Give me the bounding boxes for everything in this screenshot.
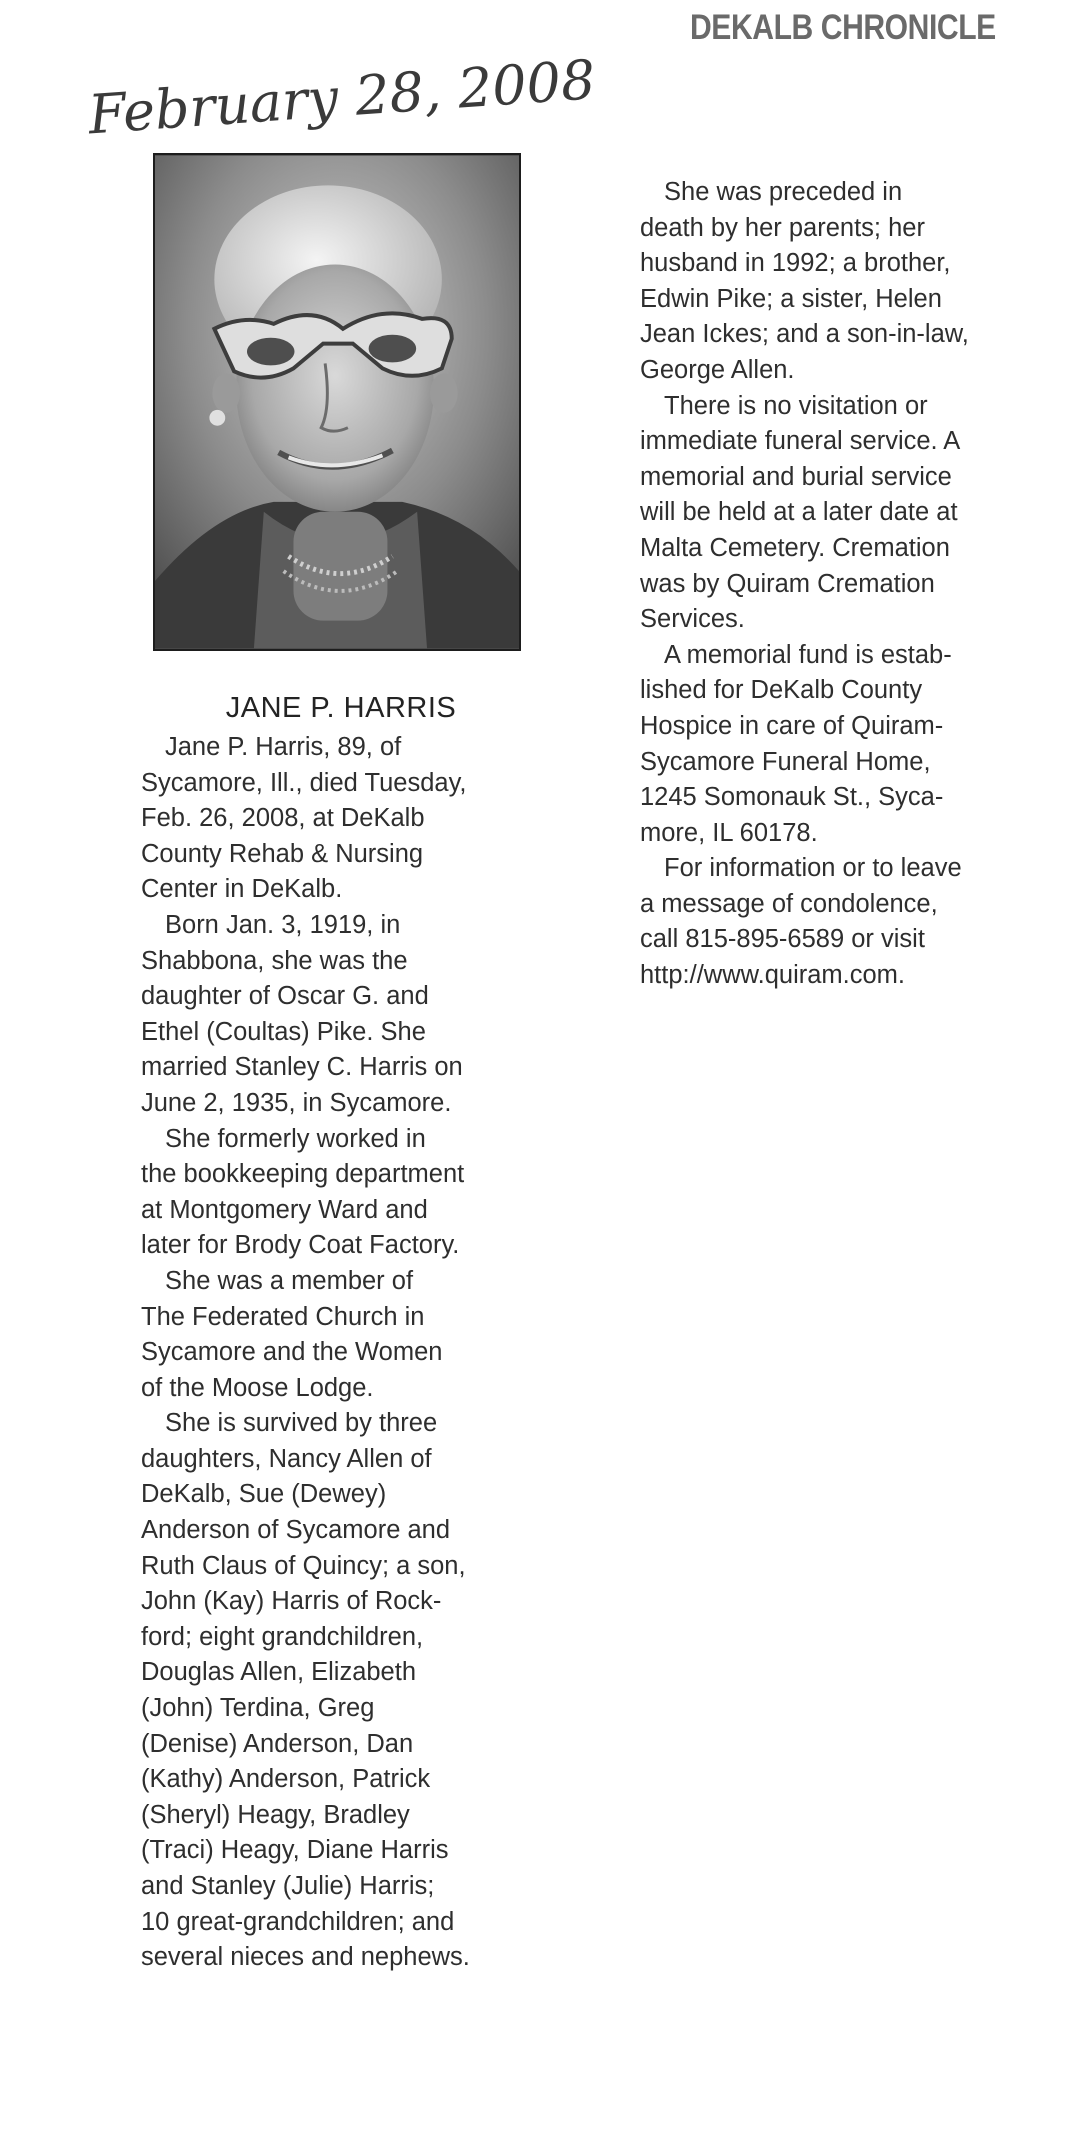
text-line: married Stanley C. Harris on xyxy=(141,1053,463,1082)
text-line: later for Brody Coat Factory. xyxy=(141,1231,460,1260)
obituary-headline: JANE P. HARRIS xyxy=(225,692,457,724)
text-line: the bookkeeping department xyxy=(141,1160,465,1189)
text-line: Ethel (Coultas) Pike. She xyxy=(141,1017,426,1046)
obituary-paragraph xyxy=(141,1122,521,1264)
text-line: For information or to leave xyxy=(664,854,962,883)
portrait-photo xyxy=(153,153,521,651)
text-line: (Kathy) Anderson, Patrick xyxy=(141,1765,431,1794)
text-line: Anderson of Sycamore and xyxy=(141,1516,451,1545)
text-line: 1245 Somonauk St., Syca- xyxy=(640,783,944,812)
right-paragraphs xyxy=(640,175,1020,994)
newspaper-masthead: DEKALB CHRONICLE xyxy=(690,8,996,47)
obituary-paragraph xyxy=(640,175,1020,389)
obituary-paragraph xyxy=(141,1264,521,1406)
text-line: immediate funeral service. A xyxy=(640,427,961,456)
obituary-paragraph xyxy=(141,730,521,908)
text-line: (John) Terdina, Greg xyxy=(141,1694,375,1723)
obituary-right-column xyxy=(640,175,1020,994)
text-line: Services. xyxy=(640,605,745,634)
text-line: was by Quiram Cremation xyxy=(640,569,935,598)
text-line: Born Jan. 3, 1919, in xyxy=(165,910,401,939)
text-line: call 815-895-6589 or visit xyxy=(640,925,925,954)
text-line: Feb. 26, 2008, at DeKalb xyxy=(141,804,425,833)
text-line: (Sheryl) Heagy, Bradley xyxy=(141,1800,410,1829)
obituary-paragraph xyxy=(640,389,1020,638)
text-line: Center in DeKalb. xyxy=(141,875,343,904)
text-line: http://www.quiram.com. xyxy=(640,961,905,990)
text-line: A memorial fund is estab- xyxy=(664,640,952,669)
left-paragraphs xyxy=(141,730,521,1976)
text-line: will be held at a later date at xyxy=(640,498,958,527)
text-line: death by her parents; her xyxy=(640,213,925,242)
text-line: She was a member of xyxy=(165,1266,414,1295)
text-line: Jane P. Harris, 89, of xyxy=(165,733,402,761)
text-line: Hospice in care of Quiram- xyxy=(640,711,944,740)
text-line: DeKalb, Sue (Dewey) xyxy=(141,1480,387,1509)
text-line: at Montgomery Ward and xyxy=(141,1195,428,1224)
obituary-paragraph xyxy=(640,638,1020,852)
obituary-left-column xyxy=(141,688,521,1976)
text-line: 10 great-grandchildren; and xyxy=(141,1907,455,1936)
text-line: (Traci) Heagy, Diane Harris xyxy=(141,1836,449,1865)
text-line: She was preceded in xyxy=(664,178,903,206)
text-line: Jean Ickes; and a son-in-law, xyxy=(640,320,969,349)
text-line: Ruth Claus of Quincy; a son, xyxy=(141,1551,466,1580)
text-line: lished for DeKalb County xyxy=(640,676,923,705)
text-line: June 2, 1935, in Sycamore. xyxy=(141,1088,452,1117)
text-line: Shabbona, she was the xyxy=(141,946,408,975)
text-line: She is survived by three xyxy=(165,1409,438,1438)
obituary-paragraph xyxy=(640,851,1020,993)
text-line: more, IL 60178. xyxy=(640,818,818,847)
text-line: Edwin Pike; a sister, Helen xyxy=(640,284,942,313)
text-line: daughter of Oscar G. and xyxy=(141,982,429,1011)
portrait-photo-icon xyxy=(155,155,519,649)
text-line: Sycamore Funeral Home, xyxy=(640,747,931,776)
obituary-paragraph xyxy=(141,1406,521,1976)
text-line: a message of condolence, xyxy=(640,889,938,918)
obituary-paragraph xyxy=(141,908,521,1122)
text-line: There is no visitation or xyxy=(664,391,928,420)
text-line: George Allen. xyxy=(640,355,795,384)
handwritten-date xyxy=(80,40,598,160)
text-line: The Federated Church in xyxy=(141,1302,425,1331)
text-line: of the Moose Lodge. xyxy=(141,1373,374,1402)
text-line: Sycamore and the Women xyxy=(141,1338,443,1367)
text-line: Douglas Allen, Elizabeth xyxy=(141,1658,417,1687)
text-line: several nieces and nephews. xyxy=(141,1943,470,1972)
text-line: (Denise) Anderson, Dan xyxy=(141,1729,414,1758)
text-line: ford; eight grandchildren, xyxy=(141,1622,424,1651)
text-line: husband in 1992; a brother, xyxy=(640,249,951,278)
text-line: Sycamore, Ill., died Tuesday, xyxy=(141,768,467,797)
text-line: Malta Cemetery. Cremation xyxy=(640,533,950,562)
text-line: and Stanley (Julie) Harris; xyxy=(141,1872,435,1900)
text-line: She formerly worked in xyxy=(165,1124,426,1153)
text-line: County Rehab & Nursing xyxy=(141,839,424,868)
text-line: John (Kay) Harris of Rock- xyxy=(141,1587,442,1616)
text-line: memorial and burial service xyxy=(640,462,952,491)
handwritten-date-text: February 28, 2008 xyxy=(86,48,598,147)
text-line: daughters, Nancy Allen of xyxy=(141,1444,432,1473)
